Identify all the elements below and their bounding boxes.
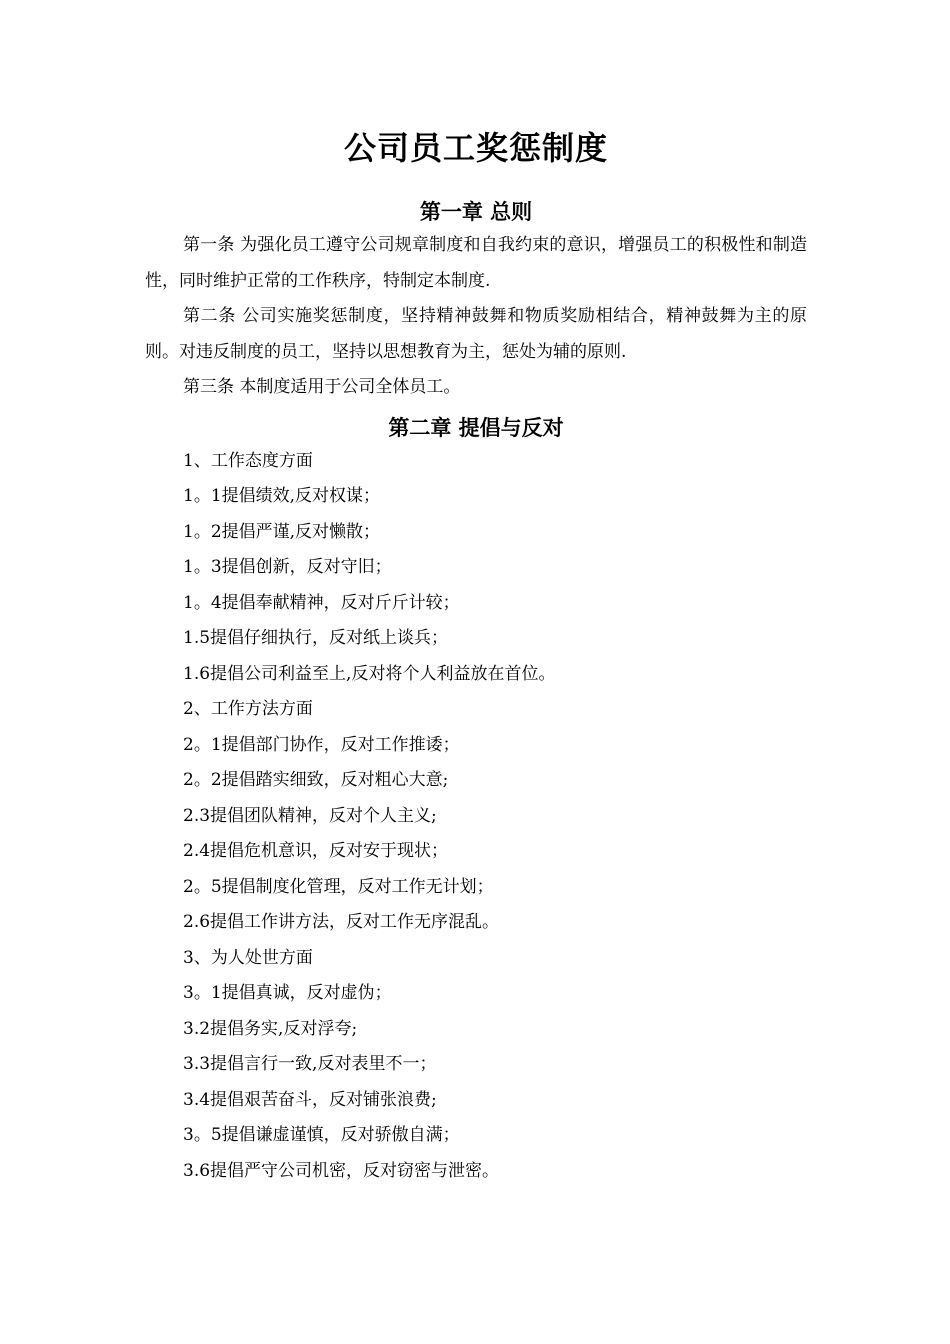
list-item: 3.2提倡务实,反对浮夸; (183, 1018, 358, 1039)
list-item: 3.3提倡言行一致,反对表里不一； (183, 1054, 437, 1074)
list-item: 3。5提倡谦虚谨慎，反对骄傲自满； (183, 1125, 460, 1145)
list-item: 2.4提倡危机意识，反对安于现状； (183, 841, 449, 861)
document-page (145, 120, 807, 1189)
section-heading-work-method: 2、工作方法方面 (183, 699, 313, 719)
list-item: 1.6提倡公司利益至上,反对将个人利益放在首位。 (183, 663, 556, 684)
list-item: 2。1提倡部门协作，反对工作推诿； (183, 734, 460, 755)
list-item: 2。5提倡制度化管理，反对工作无计划； (183, 876, 494, 897)
article-1: 第一条 为强化员工遵守公司规章制度和自我约束的意识，增强员工的积极性和制造性，同时维护正常的工作秩序，特制定本制度. (145, 235, 807, 291)
chapter-1-heading: 第一章 总则 (419, 200, 533, 224)
list-item: 1。4提倡奉献精神，反对斤斤计较； (183, 592, 460, 613)
article-3: 第三条 本制度适用于公司全体员工。 (183, 377, 461, 397)
list-item: 3.4提倡艰苦奋斗，反对铺张浪费; (183, 1089, 437, 1110)
list-item: 1。1提倡绩效,反对权谋； (183, 486, 381, 506)
list-item: 3.6提倡严守公司机密，反对窃密与泄密。 (183, 1160, 500, 1181)
list-item: 2.3提倡团队精神，反对个人主义; (183, 805, 437, 826)
list-item: 3。1提倡真诚，反对虚伪； (183, 983, 392, 1003)
document-title: 公司员工奖惩制度 (343, 129, 608, 167)
list-item: 1。2提倡严谨,反对懒散； (183, 521, 381, 542)
list-item: 1.5提倡仔细执行，反对纸上谈兵； (183, 628, 449, 648)
section-heading-work-attitude: 1、工作态度方面 (183, 450, 313, 471)
list-item: 2.6提倡工作讲方法，反对工作无序混乱。 (183, 912, 500, 932)
list-item: 1。3提倡创新，反对守旧； (183, 557, 392, 577)
chapter-1 (145, 196, 807, 406)
section-heading-conduct: 3、为人处世方面 (183, 947, 313, 968)
article-2: 第二条 公司实施奖惩制度，坚持精神鼓舞和物质奖励相结合，精神鼓舞为主的原则。对违反制度的员工，坚持以思想教育为主，惩处为辅的原则. (145, 306, 807, 362)
list-item: 2。2提倡踏实细致，反对粗心大意; (183, 770, 449, 790)
chapter-2 (145, 412, 807, 1190)
chapter-2-heading: 第二章 提倡与反对 (388, 415, 564, 440)
